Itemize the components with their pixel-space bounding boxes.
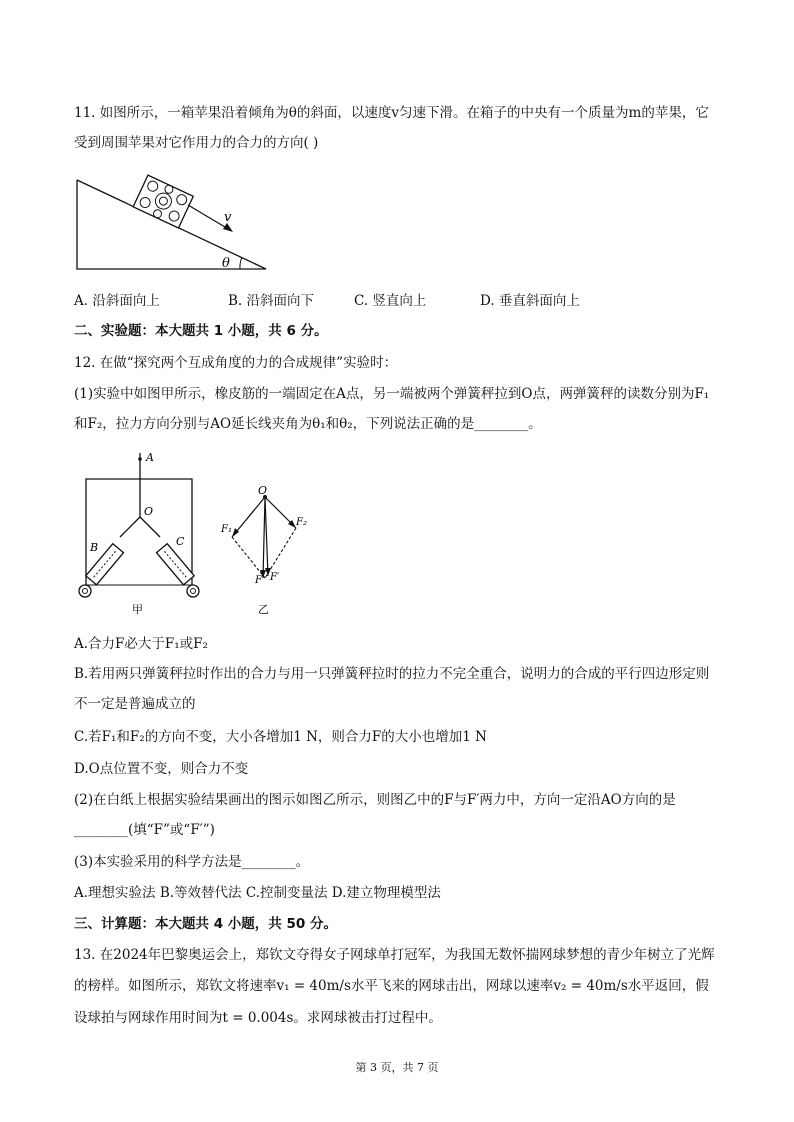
q12-option-b-line2: 不一定是普遍成立的 (74, 696, 196, 712)
q11-option-a: A. 沿斜面向上 (74, 293, 160, 309)
spring-b-label: B (90, 541, 99, 554)
q12-part2-line1: (2)在白纸上根据实验结果画出的图示如图乙所示，则图乙中的F与F′两力中，方向一定沿AO方向的是 (74, 792, 676, 808)
q12-part1-line2: 和F₂，拉力方向分别与AO延长线夹角为θ₁和θ₂，下列说法正确的是________。 (74, 416, 542, 432)
q13-line1: 13. 在2024年巴黎奥运会上，郑钦文夺得女子网球单打冠军，为我国无数怀揣网球梦想的青少年树立了光辉 (74, 947, 715, 963)
velocity-label: v (224, 210, 232, 225)
q12-part3: (3)本实验采用的科学方法是________。 (74, 854, 310, 870)
page-footer: 第 3 页，共 7 页 (355, 1061, 439, 1074)
q11-stem-line2: 受到周围苹果对它作用力的合力的方向( ) (74, 135, 319, 151)
spring-c-label: C (176, 535, 185, 548)
q11-stem-line1: 11. 如图所示，一箱苹果沿着倾角为θ的斜面，以速度v匀速下滑。在箱子的中央有一个质量为m的苹果，它 (74, 105, 709, 121)
force-f-label: F (255, 575, 262, 586)
q11-option-c: C. 竖直向上 (354, 293, 427, 309)
q13-line3: 设球拍与网球作用时间为t = 0.004s。求网球被击打过程中。 (74, 1010, 442, 1026)
section3-heading: 三、计算题：本大题共 4 小题，共 50 分。 (74, 916, 337, 932)
figure-jia-caption: 甲 (132, 603, 143, 616)
q12-part1-line1: (1)实验中如图甲所示，橡皮筋的一端固定在A点，另一端被两个弹簧秤拉到O点，两弹簧秤的读数分别为F₁ (74, 386, 710, 402)
section2-heading: 二、实验题：本大题共 1 小题，共 6 分。 (74, 323, 328, 339)
figure-yi (218, 482, 318, 617)
point-a-label: A (146, 451, 154, 464)
q11-option-d: D. 垂直斜面向上 (480, 293, 580, 309)
point-o-label: O (144, 505, 154, 518)
q12-option-a: A.合力F必大于F₁或F₂ (74, 636, 208, 652)
force-fprime-label: F′ (270, 572, 280, 583)
q12-option-b-line1: B.若用两只弹簧秤拉时作出的合力与用一只弹簧秤拉时的拉力不完全重合，说明力的合成的平行四边形定则 (74, 666, 710, 682)
q12-title: 12. 在做“探究两个互成角度的力的合成规律”实验时： (74, 355, 398, 371)
q13-line2: 的榜样。如图所示，郑钦文将速率v₁ = 40m/s水平飞来的网球击出，网球以速率v₂ = 40m/s水平返回，假 (74, 978, 709, 994)
q11-option-b: B. 沿斜面向下 (228, 293, 315, 309)
q12-option-d: D.O点位置不变，则合力不变 (74, 761, 249, 777)
figure-jia (74, 447, 204, 617)
force-f1-label: F₁ (221, 524, 232, 535)
incline-figure (70, 165, 275, 275)
force-f2-label: F₂ (296, 517, 307, 528)
q12-part2-line2: ________(填“F”或“F′”) (74, 822, 215, 838)
yi-point-o-label: O (258, 484, 268, 497)
theta-label: θ (222, 256, 230, 271)
figure-yi-caption: 乙 (258, 603, 269, 616)
q12-part3-options: A.理想实验法 B.等效替代法 C.控制变量法 D.建立物理模型法 (74, 885, 441, 901)
q12-option-c: C.若F₁和F₂的方向不变，大小各增加1 N，则合力F的大小也增加1 N (74, 729, 487, 745)
